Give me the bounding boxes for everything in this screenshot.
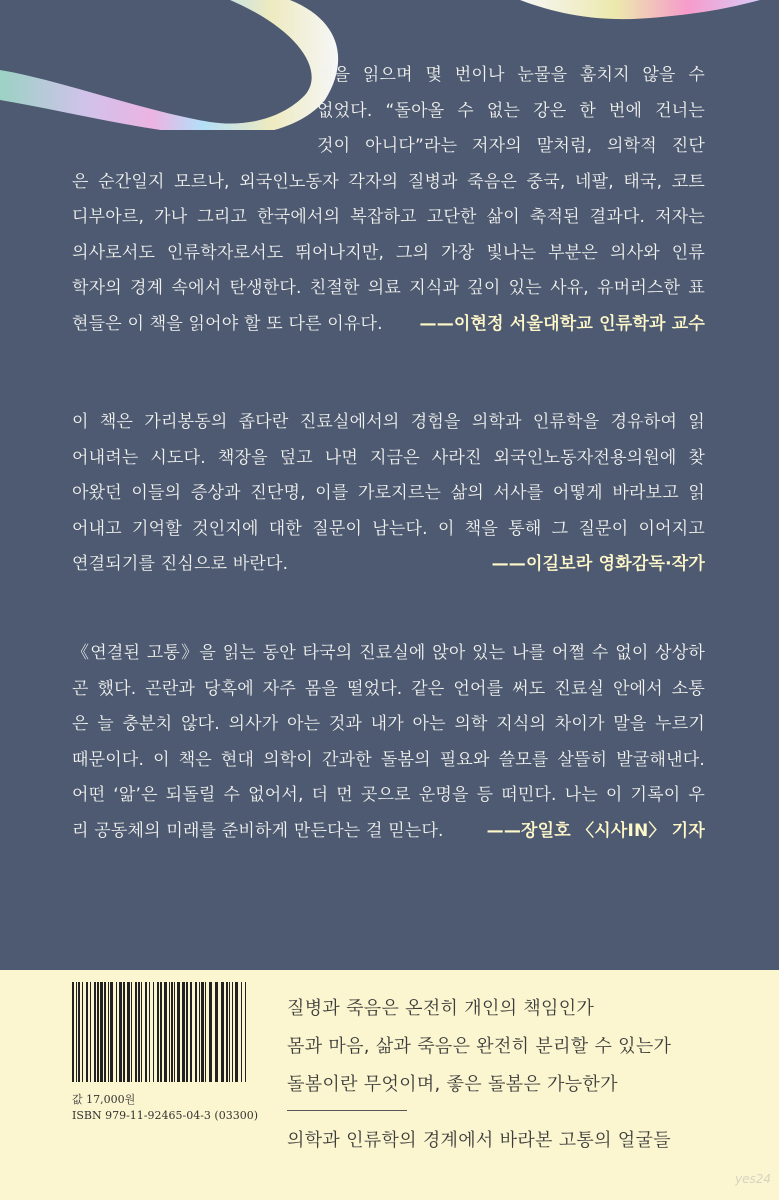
barcode-bar <box>209 982 212 1082</box>
tagline-line: 돌봄이란 무엇이며, 좋은 돌봄은 가능한가 <box>287 1074 618 1095</box>
barcode-bar <box>76 982 77 1082</box>
barcode-bar <box>235 982 238 1082</box>
endorsement-line: 어떤 ‘앎’은 되돌릴 수 없어서, 더 먼 곳으로 운명을 등 떠민다. 나는 이 기록이 우 <box>72 785 705 805</box>
endorsement-attribution: ——장일호 〈시사IN〉 기자 <box>486 820 705 841</box>
barcode-bar <box>177 982 180 1082</box>
barcode-bar <box>182 982 185 1082</box>
barcode-bar <box>145 982 147 1082</box>
info-band <box>0 970 779 1200</box>
endorsement-1 <box>72 58 705 342</box>
barcode-bar <box>171 982 173 1082</box>
tagline-line: 질병과 죽음은 온전히 개인의 책임인가 <box>287 998 595 1019</box>
endorsement-last-line <box>72 307 705 343</box>
barcode-bar <box>138 982 140 1082</box>
barcode-bar <box>149 982 150 1082</box>
endorsement-line: 《연결된 고통》을 읽는 동안 타국의 진료실에 앉아 있는 나를 어쩔 수 없이 상상하 <box>72 643 705 663</box>
barcode-image <box>72 982 250 1082</box>
barcode-bar <box>123 982 125 1082</box>
endorsement-attribution: ——이현정 서울대학교 인류학과 교수 <box>419 313 705 334</box>
endorsement-line: 것이 아니다”라는 저자의 말처럼, 의학적 진단 <box>317 136 705 156</box>
endorsement-line: 현들은 이 책을 읽어야 할 또 다른 이유다. <box>72 313 383 334</box>
endorsement-line: 없었다. “돌아올 수 없는 강은 한 번에 건너는 <box>317 100 705 121</box>
endorsement-last-line <box>72 814 705 850</box>
barcode-bar <box>215 982 218 1082</box>
barcode-bar <box>229 982 230 1082</box>
barcode-bar <box>174 982 175 1082</box>
divider <box>287 1110 407 1111</box>
endorsement-line: 이 책은 가리봉동의 좁다란 진료실에서의 경험을 의학과 인류학을 경유하여 읽 <box>72 412 705 432</box>
book-subtitle: 의학과 인류학의 경계에서 바라본 고통의 얼굴들 <box>287 1130 671 1151</box>
endorsement-last-line <box>72 547 705 583</box>
barcode-bar <box>195 982 197 1082</box>
endorsement-line: 곤 했다. 곤란과 당혹에 자주 몸을 떨었다. 같은 언어를 써도 진료실 안에서 소통 <box>72 678 705 699</box>
barcode-bar <box>164 982 167 1082</box>
endorsement-line: 학자의 경계 속에서 탄생한다. 친절한 의료 지식과 깊이 있는 사유, 유머러스한 표 <box>72 278 705 298</box>
tagline-line: 몸과 마음, 삶과 죽음은 완전히 분리할 수 있는가 <box>287 1036 672 1057</box>
endorsement-line: 때문이다. 이 책은 현대 의학이 간과한 돌봄의 필요와 쓸모를 살뜰히 발굴해낸다. <box>72 749 705 770</box>
barcode-bar <box>90 982 91 1082</box>
price-isbn-block <box>72 1092 258 1124</box>
barcode-bar <box>190 982 192 1082</box>
endorsement-line: 은 늘 충분치 않다. 의사가 아는 것과 내가 아는 의학 지식의 차이가 말을 누르기 <box>72 714 705 734</box>
barcode-bar <box>97 982 99 1082</box>
barcode-bar <box>226 982 228 1082</box>
barcode-bar <box>82 982 83 1082</box>
endorsement-line: 연결되기를 진심으로 바란다. <box>72 554 289 574</box>
barcode-bar <box>157 982 159 1082</box>
barcode-bar <box>201 982 204 1082</box>
tagline <box>287 990 671 1104</box>
barcode-bar <box>169 982 170 1082</box>
barcode-bar <box>86 982 88 1082</box>
barcode-bar <box>186 982 188 1082</box>
endorsement-line: 어내고 기억할 것인지에 대한 질문이 남는다. 이 책을 통해 그 질문이 이어지고 <box>72 518 705 539</box>
endorsement-attribution: ——이길보라 영화감독·작가 <box>491 554 705 574</box>
barcode-bar <box>119 982 122 1082</box>
barcode-bar <box>131 982 132 1082</box>
watermark: yes24 <box>734 1172 771 1186</box>
price-label: 값 17,000원 <box>72 1093 136 1106</box>
barcode-bar <box>78 982 80 1082</box>
barcode-bar <box>199 982 200 1082</box>
barcode-bar <box>116 982 117 1082</box>
barcode-bar <box>205 982 206 1082</box>
barcode-bar <box>232 982 233 1082</box>
barcode-bar <box>110 982 113 1082</box>
isbn-label: ISBN 979-11-92465-04-3 (03300) <box>72 1109 259 1122</box>
barcode-bar <box>100 982 103 1082</box>
barcode-bar <box>153 982 154 1082</box>
barcode-bar <box>245 982 246 1082</box>
barcode-bar <box>241 982 242 1082</box>
barcode-bar <box>108 982 109 1082</box>
endorsement-line: 책을 읽으며 몇 번이나 눈물을 훔치지 않을 수 <box>317 65 705 85</box>
barcode-bar <box>94 982 96 1082</box>
endorsement-3 <box>72 636 705 849</box>
barcode-bar <box>127 982 130 1082</box>
barcode-bar <box>72 982 74 1082</box>
endorsement-line: 의사로서도 인류학자로서도 뛰어나지만, 그의 가장 빛나는 부분은 의사와 인류 <box>72 242 705 263</box>
barcode-bar <box>221 982 224 1082</box>
endorsement-line: 디부아르, 가나 그리고 한국에서의 복잡하고 고단한 삶이 축적된 결과다. 저자는 <box>72 207 705 227</box>
endorsement-line: 어내려는 시도다. 책장을 덮고 나면 지금은 사라진 외국인노동자전용의원에 찾 <box>72 447 705 468</box>
barcode-bar <box>135 982 137 1082</box>
endorsement-2 <box>72 405 705 583</box>
barcode-bar <box>141 982 142 1082</box>
barcode-bar <box>160 982 162 1082</box>
endorsement-line: 은 순간일지 모르나, 외국인노동자 각자의 질병과 죽음은 중국, 네팔, 태국, 코트 <box>72 171 705 192</box>
endorsement-line: 리 공동체의 미래를 준비하게 만든다는 걸 믿는다. <box>72 820 444 841</box>
barcode-bar <box>104 982 106 1082</box>
endorsement-line: 아왔던 이들의 증상과 진단명, 이를 가로지르는 삶의 서사를 어떻게 바라보고 읽 <box>72 483 705 503</box>
